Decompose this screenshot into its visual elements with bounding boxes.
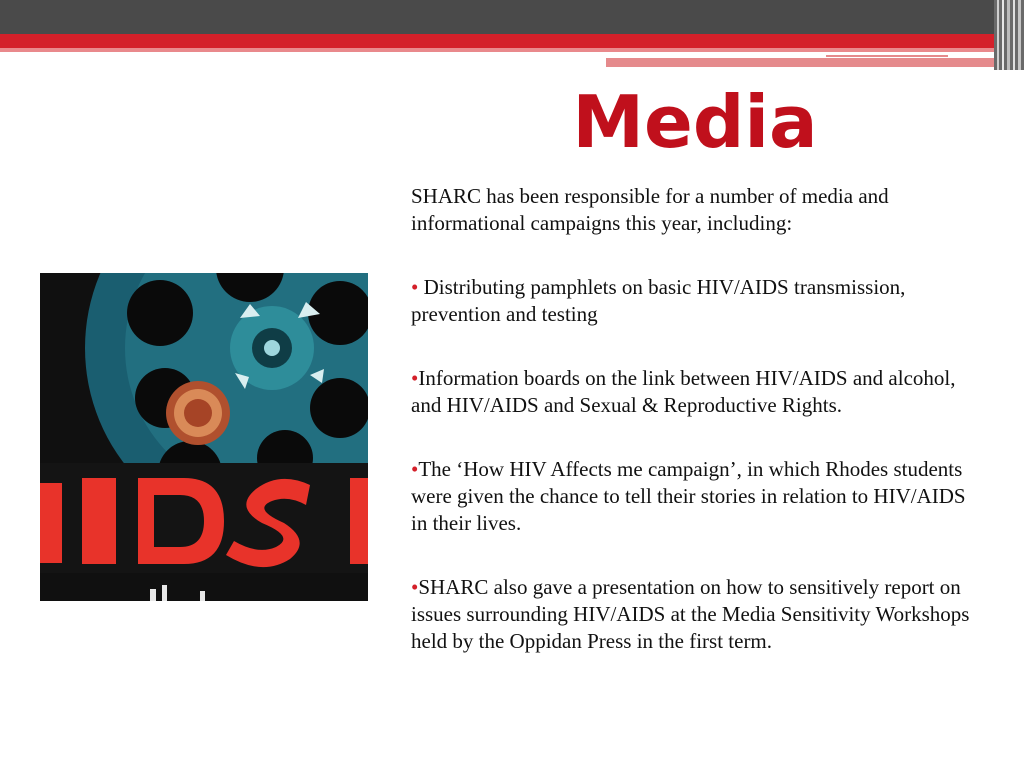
- bullet-text: Information boards on the link between HIV/AIDS and alcohol, and HIV/AIDS and Sexual & Reproductive Rights.: [411, 366, 956, 417]
- slide-body: [411, 183, 976, 692]
- header-red-line: [0, 48, 1000, 52]
- bullet-item: [411, 456, 976, 537]
- bullet-item: [411, 365, 976, 419]
- bullet-item: [411, 274, 976, 328]
- bullet-item: [411, 574, 976, 655]
- header-stripes-decoration: [994, 0, 1024, 70]
- header-accent-line-thin: [826, 55, 948, 57]
- bullet-marker: •: [411, 575, 419, 599]
- bullet-text: Distributing pamphlets on basic HIV/AIDS transmission, prevention and testing: [411, 275, 906, 326]
- bullet-text: The ‘How HIV Affects me campaign’, in which Rhodes students were given the chance to tell their stories in relation to HIV/AIDS in their lives.: [411, 457, 966, 535]
- header-accent-line: [606, 58, 1006, 67]
- bullet-marker: •: [411, 366, 419, 390]
- slide-title: Media: [572, 80, 818, 164]
- bullet-marker: •: [411, 457, 419, 481]
- aids-poster-image: [40, 273, 368, 601]
- intro-paragraph: SHARC has been responsible for a number of media and informational campaigns this year, including:: [411, 184, 889, 235]
- header-bar: [0, 0, 1024, 34]
- header-red-band: [0, 34, 1024, 48]
- bullet-text: SHARC also gave a presentation on how to sensitively report on issues surrounding HIV/AIDS at the Media Sensitivity Workshops held by the Oppidan Press in the first term.: [411, 575, 970, 653]
- bullet-marker: •: [411, 275, 419, 299]
